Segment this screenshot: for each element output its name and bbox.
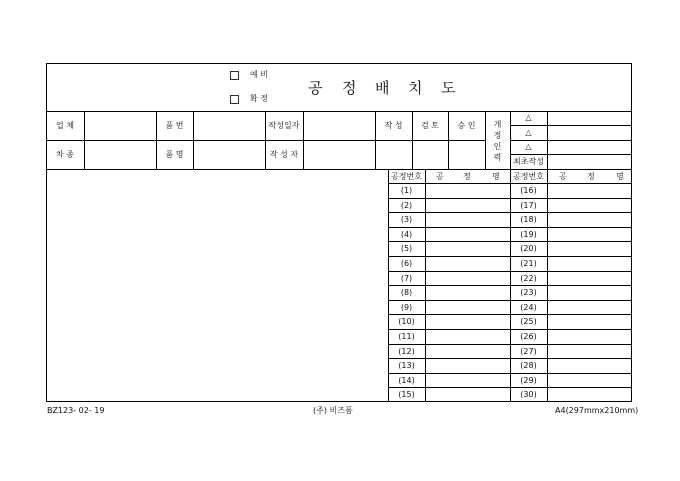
process-row-line bbox=[388, 241, 632, 242]
approval-write-label: 작 성 bbox=[384, 121, 403, 130]
process-number-left: (6) bbox=[400, 259, 413, 268]
writer-label: 작 성 자 bbox=[269, 150, 299, 159]
process-number-left: (5) bbox=[400, 244, 413, 254]
process-row-line bbox=[388, 271, 632, 272]
process-number-left: (15) bbox=[398, 390, 415, 400]
revision-row-line bbox=[510, 140, 632, 141]
process-number-right: (17) bbox=[520, 200, 537, 210]
revision-label-char: 정 bbox=[493, 131, 502, 140]
first-write-label: 최초작성 bbox=[513, 157, 544, 166]
process-row-line bbox=[388, 300, 632, 301]
process-row-line bbox=[388, 198, 632, 199]
process-number-left: (3) bbox=[400, 215, 413, 225]
process-row-line bbox=[388, 373, 632, 374]
process-name-header-char: 명 bbox=[616, 172, 624, 181]
revision-mark-icon: △ bbox=[525, 128, 532, 137]
process-number-right: (21) bbox=[520, 259, 537, 268]
info-divider bbox=[156, 111, 157, 169]
process-row-line bbox=[388, 212, 632, 213]
revision-label-char: 인 bbox=[493, 142, 502, 151]
part-name-label: 품 명 bbox=[165, 150, 184, 159]
paper-size: A4(297mmx210mm) bbox=[555, 406, 639, 415]
preliminary-label: 예 비 bbox=[250, 70, 268, 79]
process-number-left: (7) bbox=[400, 273, 413, 283]
process-no-header: 공정번호 bbox=[391, 172, 422, 181]
process-row-line bbox=[388, 387, 632, 388]
revision-label-char: 개 bbox=[493, 120, 502, 129]
write-date-label: 작성일자 bbox=[268, 121, 300, 130]
process-row-line bbox=[388, 183, 632, 184]
publisher: (주) 비즈폼 bbox=[313, 406, 353, 415]
process-number-right: (27) bbox=[520, 346, 537, 356]
process-number-right: (28) bbox=[520, 361, 537, 371]
info-divider bbox=[448, 111, 449, 169]
title-char-2: 정 bbox=[342, 79, 359, 97]
process-row-line bbox=[388, 314, 632, 315]
revision-mark-icon: △ bbox=[525, 113, 532, 122]
process-number-right: (19) bbox=[520, 229, 537, 239]
process-no-header: 공정번호 bbox=[513, 172, 544, 181]
info-mid-line bbox=[46, 140, 375, 141]
title-char-3: 배 bbox=[375, 79, 392, 97]
info-divider bbox=[84, 111, 85, 169]
approval-review-label: 검 토 bbox=[421, 121, 439, 130]
process-number-left: (14) bbox=[398, 375, 415, 385]
process-number-right: (20) bbox=[520, 244, 537, 254]
process-number-left: (13) bbox=[398, 361, 415, 371]
process-number-left: (1) bbox=[400, 186, 413, 195]
process-row-line bbox=[388, 329, 632, 330]
info-divider bbox=[193, 111, 194, 169]
approval-approve-label: 승 인 bbox=[457, 121, 476, 130]
process-row-line bbox=[388, 344, 632, 345]
process-row-line bbox=[388, 227, 632, 228]
process-number-left: (11) bbox=[398, 332, 415, 341]
process-name-header-char: 정 bbox=[463, 172, 471, 181]
process-number-left: (10) bbox=[398, 317, 415, 327]
process-name-header-char: 정 bbox=[587, 172, 595, 181]
final-checkbox[interactable] bbox=[230, 95, 239, 104]
info-divider bbox=[412, 111, 413, 169]
title-char-1: 공 bbox=[308, 79, 325, 97]
process-number-left: (12) bbox=[398, 346, 415, 356]
process-number-right: (29) bbox=[520, 375, 537, 385]
process-number-right: (16) bbox=[520, 186, 537, 195]
company-label: 업 체 bbox=[56, 121, 74, 130]
process-number-right: (24) bbox=[520, 302, 537, 312]
info-bottom-line bbox=[46, 169, 632, 170]
revision-mark-icon: △ bbox=[525, 142, 532, 151]
approval-mid-line bbox=[375, 140, 485, 141]
process-name-header-char: 공 bbox=[559, 172, 567, 181]
process-number-left: (4) bbox=[400, 229, 413, 239]
process-number-right: (23) bbox=[520, 288, 537, 298]
process-name-header-char: 명 bbox=[492, 172, 500, 181]
revision-row-line bbox=[510, 154, 632, 155]
process-number-left: (2) bbox=[400, 200, 413, 210]
part-no-label: 품 번 bbox=[165, 121, 184, 130]
title-char-4: 치 bbox=[408, 79, 425, 97]
preliminary-checkbox[interactable] bbox=[230, 71, 239, 80]
revision-row-line bbox=[510, 125, 632, 126]
process-number-right: (26) bbox=[520, 332, 537, 341]
process-number-right: (18) bbox=[520, 215, 537, 225]
info-divider bbox=[303, 111, 304, 169]
process-number-right: (22) bbox=[520, 273, 537, 283]
process-number-right: (30) bbox=[520, 390, 537, 400]
process-number-left: (9) bbox=[400, 302, 413, 312]
info-divider bbox=[375, 111, 376, 169]
info-divider bbox=[265, 111, 266, 169]
revision-label-char: 력 bbox=[493, 153, 502, 162]
process-number-left: (8) bbox=[400, 288, 413, 298]
process-row-line bbox=[388, 256, 632, 257]
process-row-line bbox=[388, 358, 632, 359]
process-row-line bbox=[388, 285, 632, 286]
info-top-line bbox=[46, 111, 632, 112]
process-name-header-char: 공 bbox=[436, 172, 444, 181]
form-code: BZ123- 02- 19 bbox=[47, 406, 105, 415]
title-char-5: 도 bbox=[441, 79, 458, 97]
process-number-right: (25) bbox=[520, 317, 537, 327]
final-label: 확 정 bbox=[250, 94, 268, 103]
vehicle-label: 차 종 bbox=[56, 150, 74, 159]
